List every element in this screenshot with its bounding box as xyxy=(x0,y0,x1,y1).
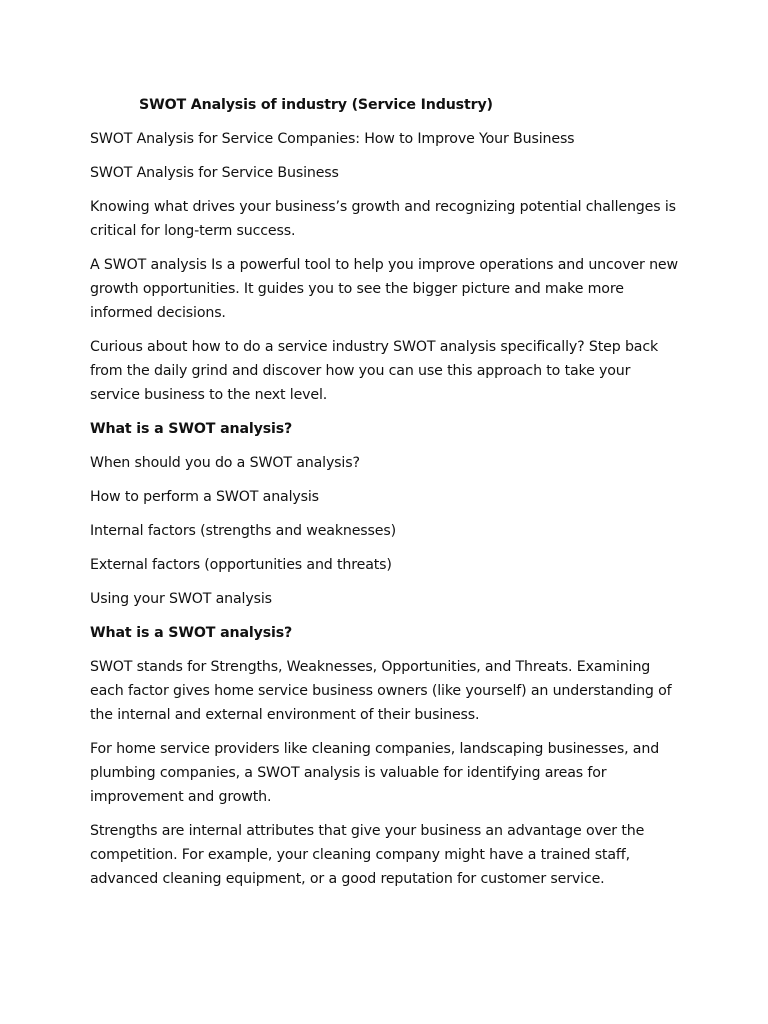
subtitle-service-business: SWOT Analysis for Service Business xyxy=(90,165,339,181)
section-heading-what-is-swot: What is a SWOT analysis? xyxy=(90,625,293,641)
toc-item-internal: Internal factors (strengths and weaknesses) xyxy=(90,523,397,539)
toc-heading: What is a SWOT analysis? xyxy=(90,421,293,437)
toc-item-how: How to perform a SWOT analysis xyxy=(90,489,319,505)
toc-item-when: When should you do a SWOT analysis? xyxy=(90,455,360,471)
toc-item-external: External factors (opportunities and threats) xyxy=(90,557,392,573)
document-title: SWOT Analysis of industry (Service Industry) xyxy=(139,97,493,113)
paragraph-intro: Knowing what drives your business’s growth and recognizing potential challenges is critical for long-term success. xyxy=(90,199,676,239)
toc-item-using: Using your SWOT analysis xyxy=(90,591,272,607)
paragraph-strengths: Strengths are internal attributes that give your business an advantage over the competition. For example, your cleaning company might have a trained staff, advanced cleaning equipment, or a good reputation for customer service. xyxy=(90,823,645,887)
paragraph-home-service: For home service providers like cleaning companies, landscaping businesses, and plumbing companies, a SWOT analysis is valuable for identifying areas for improvement and growth. xyxy=(90,741,660,805)
subtitle-service-companies: SWOT Analysis for Service Companies: How to Improve Your Business xyxy=(90,131,575,147)
paragraph-curious: Curious about how to do a service industry SWOT analysis specifically? Step back from the daily grind and discover how you can use this approach to take your service business to the next level. xyxy=(90,339,659,403)
document-body xyxy=(90,93,680,901)
paragraph-tool: A SWOT analysis Is a powerful tool to help you improve operations and uncover new growth opportunities. It guides you to see the bigger picture and make more informed decisions. xyxy=(90,257,678,321)
paragraph-swot-definition: SWOT stands for Strengths, Weaknesses, Opportunities, and Threats. Examining each factor gives home service business owners (like yourself) an understanding of the internal and external environment of their business. xyxy=(90,659,672,723)
